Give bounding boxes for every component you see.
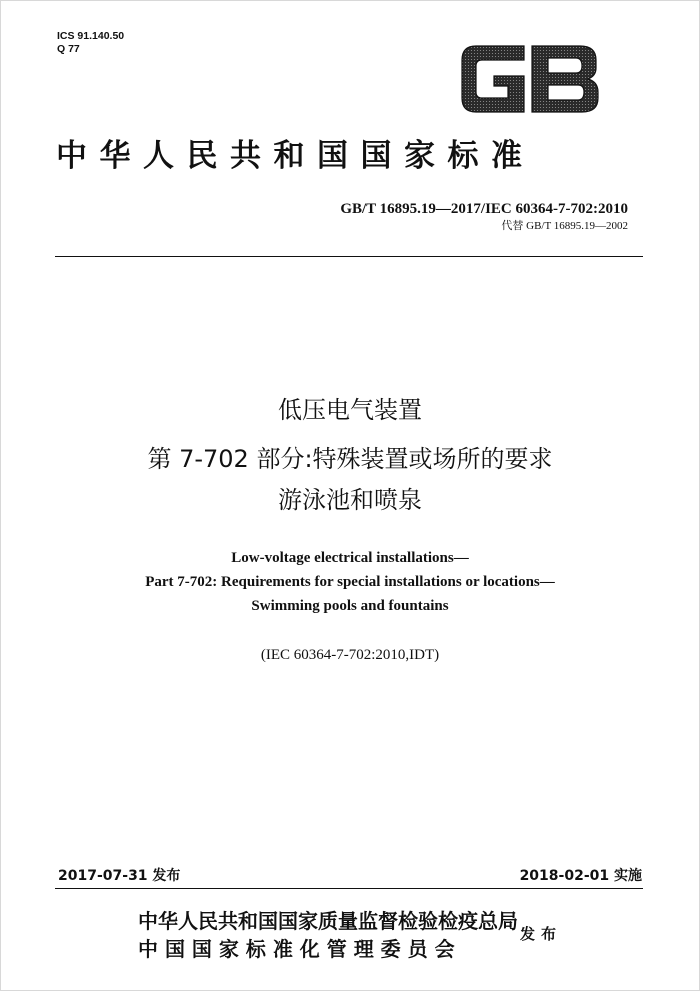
equivalence-note: (IEC 60364-7-702:2010,IDT) bbox=[260, 647, 440, 663]
issue-date: 2017-07-31 发布 bbox=[58, 868, 181, 884]
title-zh-line-3: 游泳池和喷泉 bbox=[278, 486, 422, 514]
bottom-divider bbox=[55, 888, 643, 889]
title-en-line-3: Swimming pools and fountains bbox=[251, 598, 449, 614]
classification-codes bbox=[57, 30, 124, 56]
title-zh-line-1: 低压电气装置 bbox=[278, 396, 422, 424]
title-en-line-1: Low-voltage electrical installations— bbox=[231, 550, 469, 566]
issuer-aqsiq: 中华人民共和国国家质量监督检验检疫总局 bbox=[138, 909, 518, 933]
gb-logo-icon bbox=[458, 40, 602, 118]
ics-code: ICS 91.140.50 bbox=[57, 30, 125, 42]
ccs-code: Q 77 bbox=[57, 43, 80, 55]
top-divider bbox=[55, 256, 643, 257]
national-standard-heading: 中华人民共和国国家标准 bbox=[56, 138, 535, 174]
title-en-line-2: Part 7-702: Requirements for special installations or locations— bbox=[145, 574, 555, 590]
implementation-date: 2018-02-01 实施 bbox=[519, 868, 642, 884]
publish-label: 发布 bbox=[520, 925, 563, 943]
issuer-sac: 中 国 国 家 标 准 化 管 理 委 员 会 bbox=[138, 937, 455, 961]
standard-number: GB/T 16895.19—2017/IEC 60364-7-702:2010 bbox=[340, 201, 628, 217]
title-zh-line-2: 第 7-702 部分:特殊装置或场所的要求 bbox=[147, 445, 553, 473]
replaces-note: 代替 GB/T 16895.19—2002 bbox=[501, 220, 628, 232]
